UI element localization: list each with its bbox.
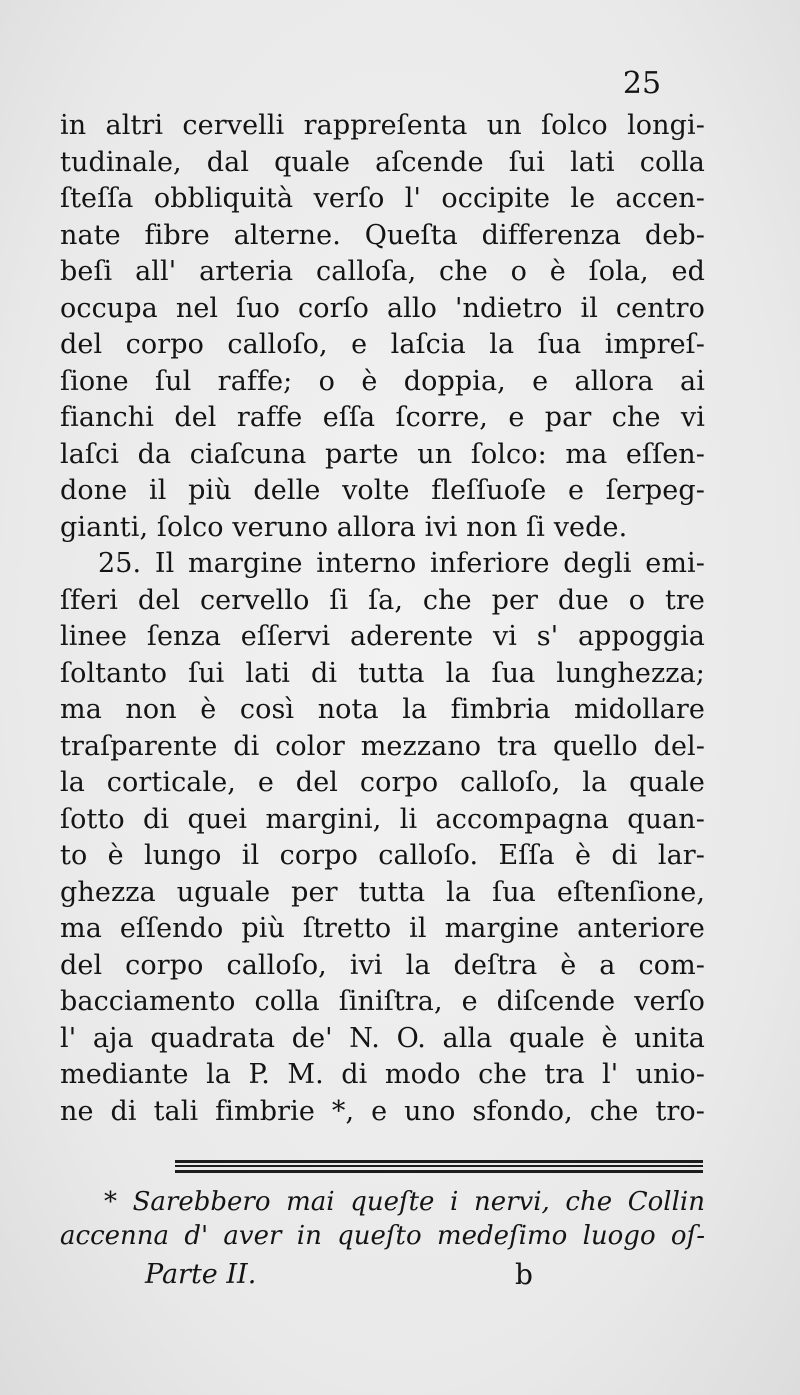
signature-mark: b (515, 1258, 533, 1291)
text-line: ſteſſa obbliquità verſo l' occipite le accen- (60, 183, 705, 214)
text-line: linee ſenza eſſervi aderente vi s' appoggia (60, 621, 705, 652)
text-line: to è lungo il corpo calloſo. Eſſa è di lar- (60, 840, 705, 871)
part-label: Parte II. (145, 1259, 257, 1290)
text-line: ſione ſul raffe; o è doppia, e allora ai (60, 365, 705, 397)
text-line: la corticale, e del corpo calloſo, la quale (60, 767, 705, 798)
text-line: traſparente di color mezzano tra quello del- (60, 730, 705, 762)
text-line: ma eſſendo più ſtretto il margine anteriore (60, 913, 705, 944)
text-line: ſoltanto ſui lati di tutta la ſua lunghezza; (60, 657, 705, 689)
text-line: bacciamento colla ſiniſtra, e diſcende verſo (60, 986, 705, 1017)
footnote-rule (175, 1170, 703, 1173)
text-line: beſi all' arteria calloſa, che o è ſola, ed (60, 256, 705, 287)
text-line: mediante la P. M. di modo che tra l' unio- (60, 1059, 705, 1090)
text-line: occupa nel ſuo corſo allo 'ndietro il centro (60, 292, 705, 324)
text-line: ſotto di quei margini, li accompagna quan- (60, 803, 705, 835)
footnote-rule (175, 1165, 703, 1167)
text-line: tudinale, dal quale aſcende ſui lati colla (60, 146, 705, 178)
text-line: gianti, ſolco veruno allora ivi non ſi vede. (60, 511, 628, 543)
page-number: 25 (622, 66, 662, 101)
text-line: ne di tali fimbrie *, e uno sfondo, che tro- (60, 1095, 705, 1127)
text-line: l' aja quadrata de' N. O. alla quale è unita (60, 1022, 705, 1054)
text-line: done il più delle volte fleſſuoſe e ſerpeg- (60, 475, 705, 506)
body-text (60, 108, 705, 1130)
text-line: ghezza uguale per tutta la ſua eſtenſione, (60, 876, 705, 908)
text-line: del corpo calloſo, ivi la deſtra è a com- (60, 949, 705, 981)
section-start-line: 25. Il margine interno inferiore degli emi- (98, 548, 705, 579)
footnote-line: * Sarebbero mai queſte i nervi, che Collin (104, 1187, 705, 1217)
footnote-rule (175, 1160, 703, 1163)
footnote-line: accenna d' aver in queſto medeſimo luogo oſ- (60, 1221, 705, 1251)
text-line: ſferi del cervello ſi ſa, che per due o tre (60, 584, 705, 616)
text-line: nate fibre alterne. Queſta differenza deb- (60, 219, 705, 251)
page-footer (145, 1257, 565, 1297)
text-line: fianchi del raffe eſſa ſcorre, e par che vi (60, 402, 705, 433)
text-line: ma non è così nota la fimbria midollare (60, 694, 705, 725)
text-line: laſci da ciaſcuna parte un ſolco: ma eſſen- (60, 438, 705, 470)
text-line: in altri cervelli rappreſenta un ſolco longi- (60, 110, 705, 141)
text-line: del corpo calloſo, e laſcia la ſua impreſ- (60, 329, 705, 360)
footnote (60, 1185, 705, 1253)
